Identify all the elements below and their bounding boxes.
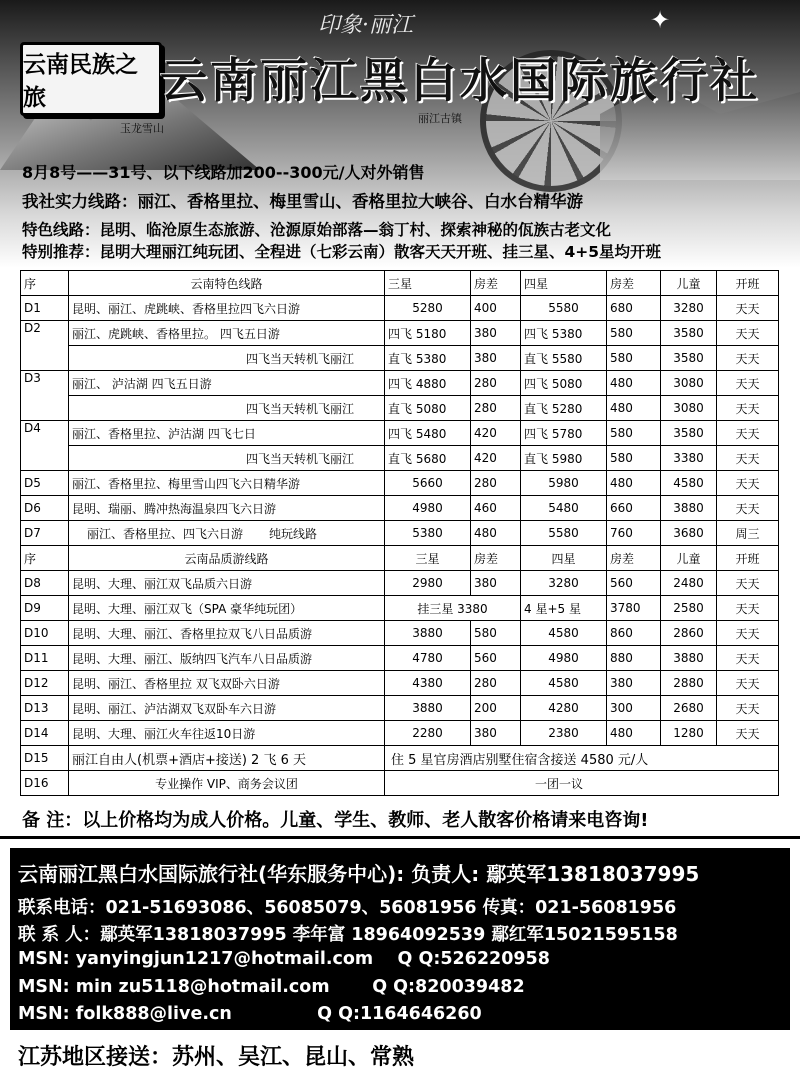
table-row: D12 昆明、丽江、香格里拉 双飞双卧六日游 4380 280 4580 380 2880 天天 [21, 671, 779, 696]
banner-script-text: 印象·丽江 [318, 13, 413, 38]
price-table [20, 270, 779, 796]
agency-title: 云南丽江黑白水国际旅行社 [160, 54, 760, 109]
table-row: D16 专业操作 VIP、商务会议团 一团一议 [21, 771, 779, 796]
table-row: D15 丽江自由人(机票+酒店+接送) 2 飞 6 天 住 5 星官房酒店别墅住宿含接送 4580 元/人 [21, 746, 779, 771]
table-row: D3 丽江、 泸沽湖 四飞五日游 四飞 4880 280 四飞 5080 480 3080 天天 [21, 371, 779, 396]
caption-town: 丽江古镇 [418, 112, 462, 125]
contact-phone-fax: 联系电话：021-51693086、56085079、56081956 传真：021-56081956 [18, 898, 677, 918]
table-row: 四飞当天转机飞丽江 直飞 5080 280 直飞 5280 480 3080 天天 [21, 396, 779, 421]
caption-mountain: 玉龙雪山 [120, 122, 164, 135]
headline-promo: 8月8号——31号、以下线路加200--300元/人对外销售 [22, 163, 425, 182]
table-row: D11 昆明、大理、丽江、版纳四飞汽车八日品质游 4780 560 4980 880 3880 天天 [21, 646, 779, 671]
contact-persons: 联 系 人：鄢英军13818037995 李年富 18964092539 鄢红军15021595158 [18, 925, 678, 945]
table-header-row: 序 云南特色线路 三星 房差 四星 房差 儿童 开班 [21, 271, 779, 296]
table-row: D13 昆明、丽江、泸沽湖双飞双卧车六日游 3880 200 4280 300 2680 天天 [21, 696, 779, 721]
table-row: 四飞当天转机飞丽江 直飞 5380 380 直飞 5580 580 3580 天天 [21, 346, 779, 371]
contact-panel [10, 848, 790, 1030]
headline-recommend: 特别推荐：昆明大理丽江纯玩团、全程进（七彩云南）散客天天开班、挂三星、4+5星均开班 [22, 243, 662, 261]
badge-scroll: 云南民族之旅 [20, 42, 162, 116]
table-row: D6 昆明、瑞丽、腾冲热海温泉四飞六日游 4980 460 5480 660 3880 天天 [21, 496, 779, 521]
table-row: D8 昆明、大理、丽江双飞品质六日游 2980 380 3280 560 2480 天天 [21, 571, 779, 596]
contact-msn-qq-3: MSN: folk888@live.cn Q Q:1164646260 [18, 1004, 482, 1024]
price-note: 备 注：以上价格均为成人价格。儿童、学生、教师、老人散客价格请来电咨询! [22, 810, 649, 831]
table-header-row: 序 云南品质游线路 三星 房差 四星 房差 儿童 开班 [21, 546, 779, 571]
table-row: D2 丽江、虎跳峡、香格里拉。 四飞五日游 四飞 5180 380 四飞 5380 580 3580 天天 [21, 321, 779, 346]
pickup-areas: 江苏地区接送：苏州、吴江、昆山、常熟 [18, 1045, 415, 1070]
contact-msn-qq-2: MSN: min zu5118@hotmail.com Q Q:820039482 [18, 977, 525, 997]
headline-main-routes: 我社实力线路：丽江、香格里拉、梅里雪山、香格里拉大峡谷、白水台精华游 [22, 192, 583, 211]
table-row: D4 丽江、香格里拉、泸沽湖 四飞七日 四飞 5480 420 四飞 5780 580 3580 天天 [21, 421, 779, 446]
contact-office: 云南丽江黑白水国际旅行社(华东服务中心): 负责人: 鄢英军13818037995 [18, 862, 700, 886]
table-row: D14 昆明、大理、丽江火车往返10日游 2280 380 2380 480 1280 天天 [21, 721, 779, 746]
headline-special-routes: 特色线路：昆明、临沧原生态旅游、沧源原始部落—翁丁村、探索神秘的佤族古老文化 [22, 221, 612, 239]
contact-msn-qq-1: MSN: yanyingjun1217@hotmail.com Q Q:526220958 [18, 949, 550, 969]
table-row: D10 昆明、大理、丽江、香格里拉双飞八日品质游 3880 580 4580 860 2860 天天 [21, 621, 779, 646]
header-banner [0, 0, 800, 268]
divider [0, 836, 800, 839]
table-row: 四飞当天转机飞丽江 直飞 5680 420 直飞 5980 580 3380 天天 [21, 446, 779, 471]
table-row: D5 丽江、香格里拉、梅里雪山四飞六日精华游 5660 280 5980 480 4580 天天 [21, 471, 779, 496]
table-row: D7 丽江、香格里拉、四飞六日游 纯玩线路 5380 480 5580 760 3680 周三 [21, 521, 779, 546]
table-row: D9 昆明、大理、丽江双飞（SPA 豪华纯玩团） 挂三星 3380 4 星+5 星 3780 2580 天天 [21, 596, 779, 621]
star-icon: ✦ [650, 6, 671, 34]
table-row: D1 昆明、丽江、虎跳峡、香格里拉四飞六日游 5280 400 5580 680 3280 天天 [21, 296, 779, 321]
